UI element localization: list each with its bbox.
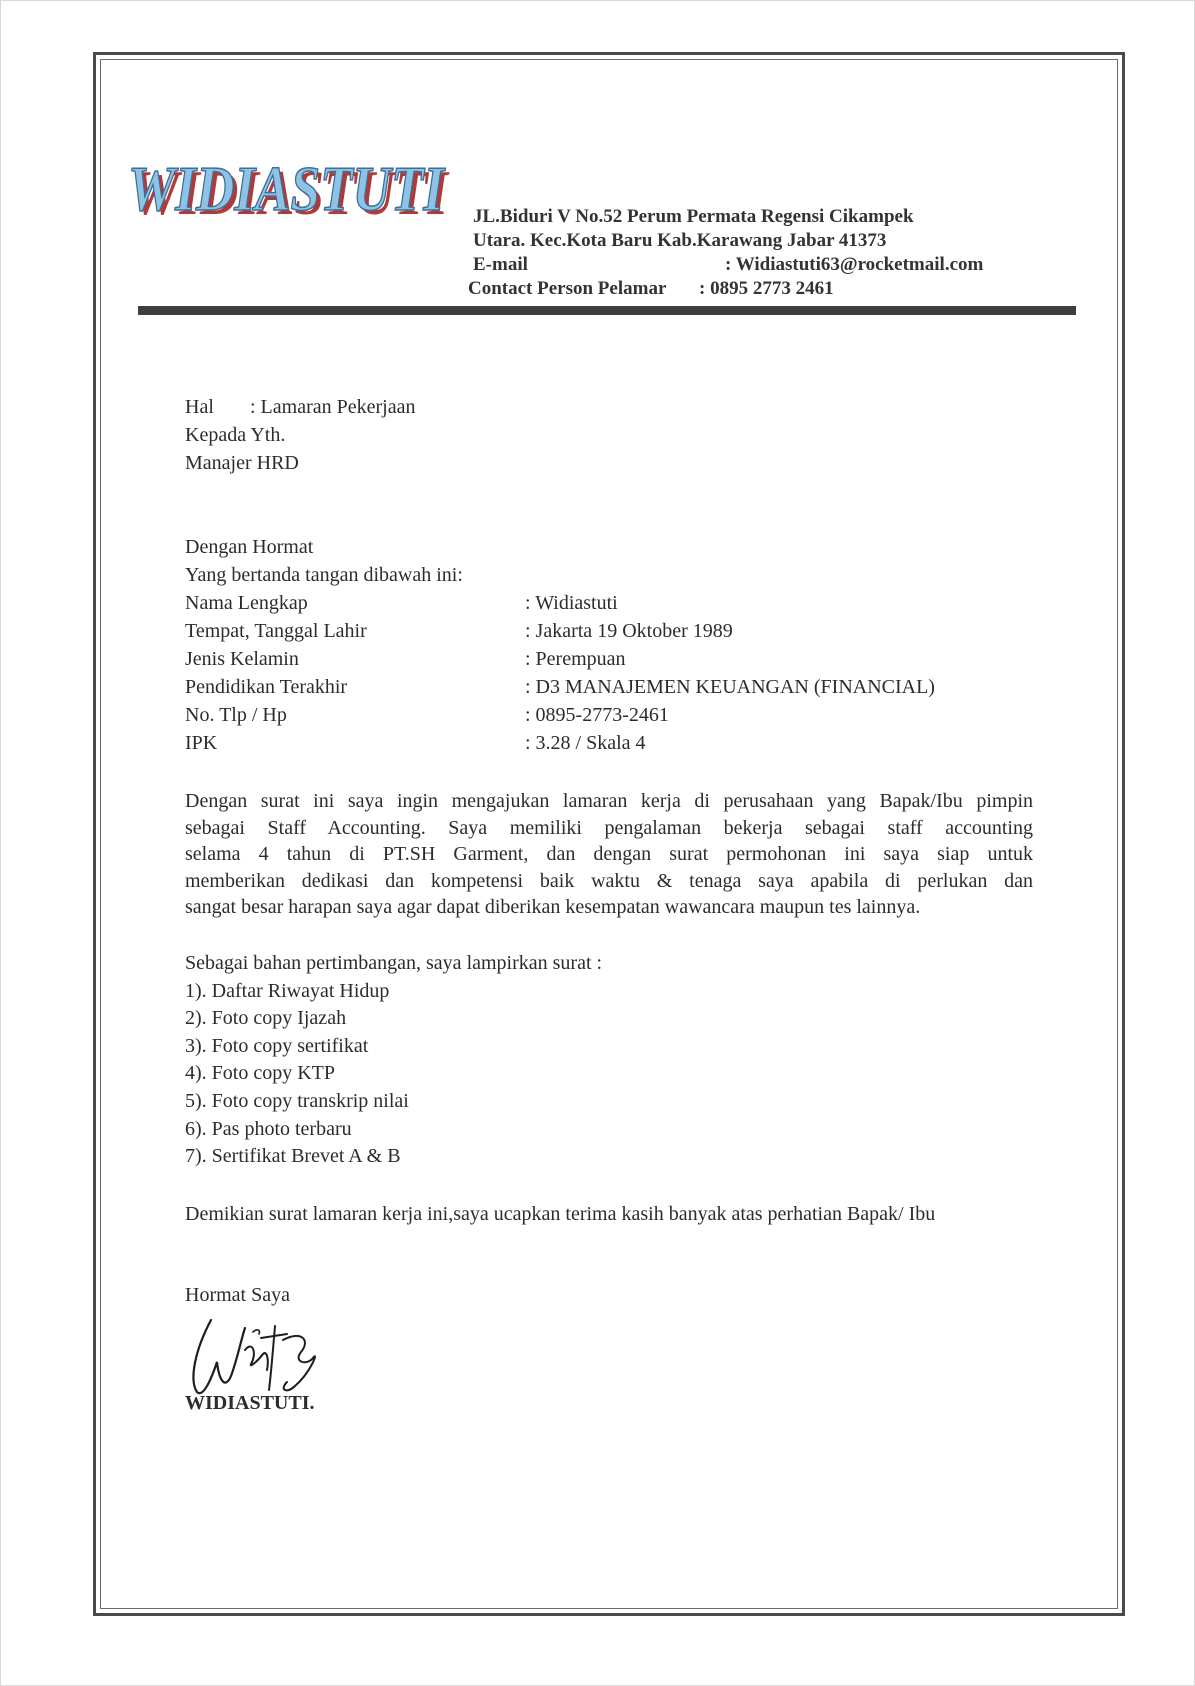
handwritten-signature-icon (183, 1310, 343, 1400)
sign-off-block (185, 1281, 290, 1309)
attachment-item: 7). Sertifikat Brevet A & B (185, 1145, 401, 1168)
attachment-item: 1). Daftar Riwayat Hidup (185, 979, 390, 1002)
field-value: : 3.28 / Skala 4 (525, 732, 646, 754)
attachment-item: 6). Pas photo terbaru (185, 1117, 352, 1140)
attachments-block (185, 950, 602, 1171)
field-row (185, 701, 669, 729)
field-row (185, 589, 618, 617)
application-paragraph (185, 788, 1033, 921)
field-row (185, 617, 733, 645)
subject-label: Hal (185, 396, 214, 418)
attachments-intro: Sebagai bahan pertimbangan, saya lampirkan surat : (185, 952, 603, 974)
contact-label: Contact Person Pelamar (468, 278, 667, 299)
field-value: : Perempuan (525, 648, 626, 670)
closing-line: Demikian surat lamaran kerja ini,saya ucapkan terima kasih banyak atas perhatian Bapak/ Ibu (185, 1203, 936, 1225)
closing-block (185, 1200, 935, 1228)
recipient-line-1: Kepada Yth. (185, 424, 286, 446)
intro-line: Yang bertanda tangan dibawah ini: (185, 564, 463, 586)
attachment-item: 2). Foto copy Ijazah (185, 1007, 347, 1030)
subject-row (185, 393, 416, 421)
logo-main-text: WIDIASTUTI (128, 153, 446, 224)
field-label: Jenis Kelamin (185, 648, 299, 670)
field-row (185, 673, 935, 701)
field-label: No. Tlp / Hp (185, 704, 287, 726)
field-label: Nama Lengkap (185, 592, 308, 614)
field-row (185, 729, 646, 757)
email-label: E-mail (473, 254, 528, 275)
field-label: Pendidikan Terakhir (185, 676, 348, 698)
paragraph-line: sebagai Staff Accounting. Saya memiliki pengalaman bekerja sebagai staff accounting (185, 816, 1033, 839)
subject-value: : Lamaran Pekerjaan (250, 396, 416, 418)
field-value: : 0895-2773-2461 (525, 704, 669, 726)
contact-value: : 0895 2773 2461 (699, 278, 834, 299)
field-value: : D3 MANAJEMEN KEUANGAN (FINANCIAL) (525, 676, 935, 698)
paragraph-line: memberikan dedikasi dan kompetensi baik waktu & tenaga saya apabila di perlukan dan (185, 869, 1033, 892)
email-row (473, 253, 984, 277)
paragraph-line: sangat besar harapan saya agar dapat diberikan kesempatan wawancara maupun tes lainnya. (185, 896, 921, 918)
attachment-item: 4). Foto copy KTP (185, 1062, 335, 1085)
field-row (185, 645, 626, 673)
personal-data-block (185, 533, 935, 757)
signer-name: WIDIASTUTI. (185, 1392, 315, 1414)
recipient-block (185, 393, 416, 477)
field-value: : Widiastuti (525, 592, 618, 614)
sign-off: Hormat Saya (185, 1284, 290, 1306)
paragraph-line: selama 4 tahun di PT.SH Garment, dan dengan surat permohonan ini saya siap untuk (185, 843, 1033, 865)
paragraph-line: Dengan surat ini saya ingin mengajukan lamaran kerja di perusahaan yang Bapak/Ibu pimpin (185, 790, 1033, 812)
letterhead-divider (138, 306, 1076, 315)
signature-svg (183, 1310, 343, 1400)
logo-svg (126, 150, 456, 240)
letterhead-address (468, 205, 984, 301)
logo-shadow-text: WIDIASTUTI (132, 157, 450, 228)
contact-row (468, 277, 914, 301)
field-label: Tempat, Tanggal Lahir (185, 620, 367, 642)
address-line-2: Utara. Kec.Kota Baru Kab.Karawang Jabar 41373 (473, 230, 887, 251)
widiastuti-wordmark-logo (126, 150, 456, 240)
attachment-item: 5). Foto copy transkrip nilai (185, 1089, 409, 1112)
recipient-line-2: Manajer HRD (185, 452, 299, 474)
field-label: IPK (185, 732, 218, 754)
email-value: : Widiastuti63@rocketmail.com (725, 254, 984, 275)
field-value: : Jakarta 19 Oktober 1989 (525, 620, 733, 642)
greeting: Dengan Hormat (185, 536, 314, 558)
attachment-item: 3). Foto copy sertifikat (185, 1034, 369, 1057)
address-line-1: JL.Biduri V No.52 Perum Permata Regensi Cikampek (473, 206, 914, 227)
